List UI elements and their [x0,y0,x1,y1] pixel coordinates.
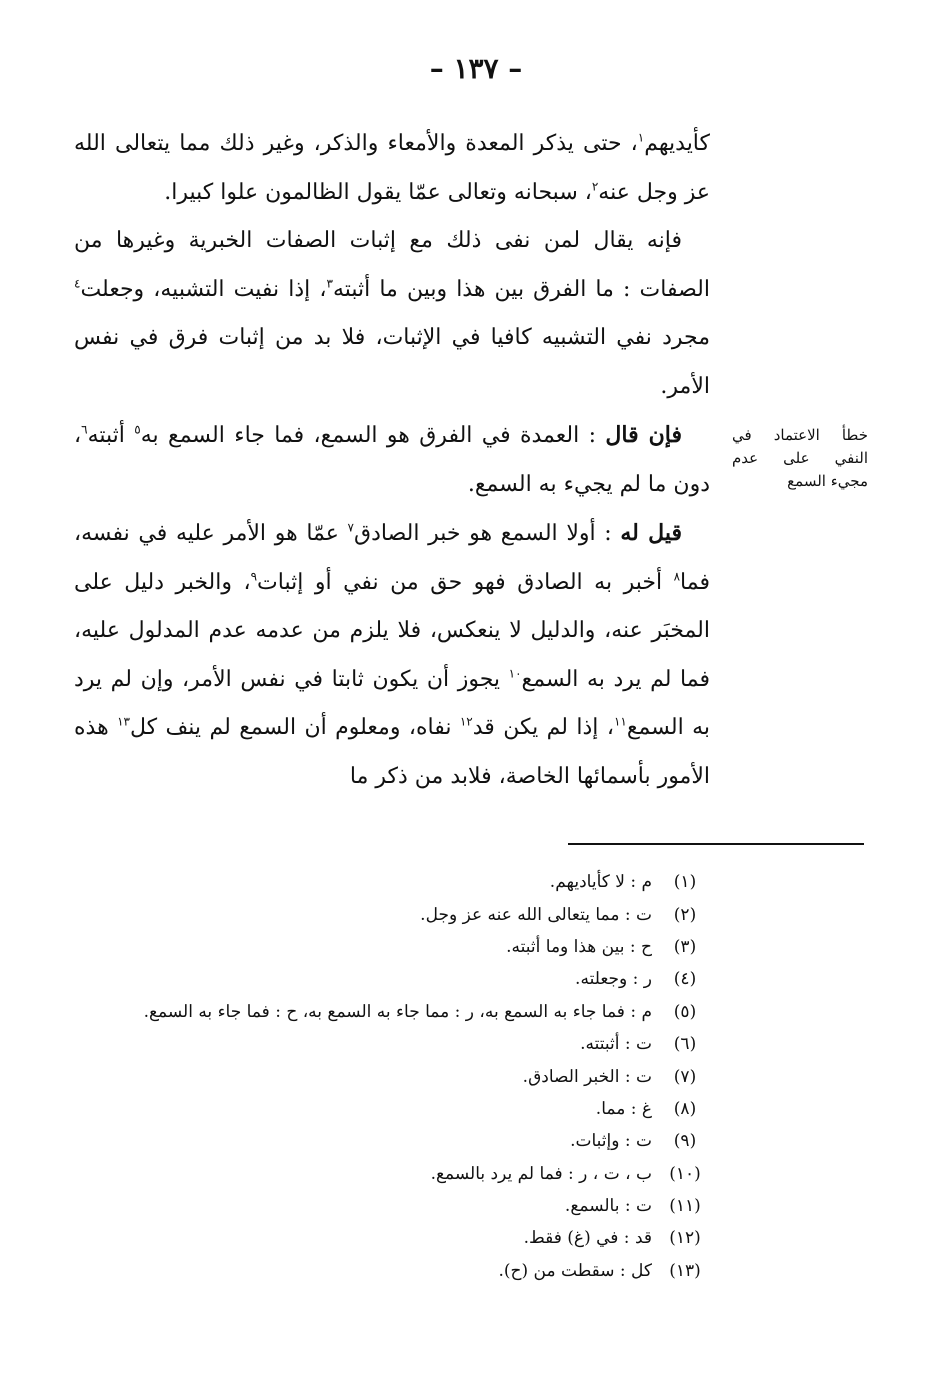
footnote-ref[interactable]: ٩ [250,569,258,584]
footnote-ref[interactable]: ٢ [591,179,599,194]
footnote-number: (٣) [673,936,697,957]
paragraph-text: هذه الأمور بأسمائها الخاصة، فلابد من ذكر ما [74,715,710,789]
paragraph-1 [74,120,710,217]
footnote-item [18,1158,708,1190]
footnote-number: (٧) [673,1066,697,1087]
footnote-text: قد : في (غ) فقط. [523,1228,652,1249]
footnotes [18,866,708,1287]
footnote-text: ت : وإثبات. [570,1131,652,1152]
footnote-text: ر : وجعلته. [575,969,652,990]
footnote-text: ت : الخبر الصادق. [522,1066,652,1087]
footnote-ref[interactable]: ١٠ [508,666,522,681]
footnote-number: (٤) [673,969,697,990]
footnote-item [18,1028,708,1060]
footnote-number: (١٠) [669,1163,701,1184]
paragraph-text: يجوز أن يكون ثابتا في نفس الأمر، وإن لم يرد به السمع [74,666,711,740]
footnote-ref[interactable]: ١٣ [117,714,130,729]
footnote-item [18,963,708,995]
footnote-item [18,1222,708,1254]
paragraph-text: فإنه يقال لمن نفى ذلك مع إثبات الصفات الخبرية وغيرها من الصفات : ما الفرق بين هذا وبين ما أثبته [74,228,710,302]
margin-note: خطأ الاعتماد في النفي على عدم مجيء السمع [732,426,868,490]
footnote-ref[interactable]: ٧ [347,520,354,535]
footnote-ref[interactable]: ١ [637,130,645,145]
footnote-number: (١٣) [669,1260,701,1281]
footnote-item [18,1255,708,1287]
paragraph-text: ، إذا لم يكن قد [472,715,614,740]
paragraph-text: : أولا السمع هو خبر الصادق [354,521,621,546]
footnote-number: (٩) [673,1131,697,1152]
footnote-ref[interactable]: ١٢ [459,714,473,729]
paragraph-text: نفاه، ومعلوم أن السمع لم ينف كل [129,715,460,740]
footnote-number: (٨) [673,1098,697,1119]
footnote-text: ت : مما يتعالى الله عنه عز وجل. [420,904,652,925]
footnote-text: ت : أثبتته. [580,1034,652,1055]
paragraph-text: كأيديهم [644,131,710,156]
footnote-number: (١٢) [669,1228,701,1249]
paragraph-text: ، سبحانه وتعالى عمّا يقول الظالمون علوا كبيرا. [164,179,592,205]
footnote-item [18,996,708,1028]
footnote-item [18,1190,708,1222]
paragraph-text: عمّا هو الأمر عليه في نفسه، فما [74,521,710,595]
paragraph-text: : العمدة في الفرق هو السمع، فما جاء السمع به [140,423,606,448]
footnote-ref[interactable]: ٥ [134,422,141,437]
main-text [74,120,710,801]
footnote-number: (١) [673,872,697,893]
page-number: – ١٣٧ – [429,52,523,85]
footnote-item [18,1093,708,1125]
footnote-number: (١١) [669,1196,701,1217]
lead-word: قيل له [620,520,682,546]
paragraph-text: أخبر به الصادق فهو حق من نفي أو إثبات [257,569,674,595]
footnote-item [18,931,708,963]
paragraph-text: أثبته [87,423,135,448]
footnote-item [18,1125,708,1157]
footnote-text: م : لا كأياديهم. [549,872,652,893]
footnote-ref[interactable]: ٤ [74,276,81,291]
footnote-number: (٥) [673,1001,697,1022]
footnote-item [18,1060,708,1092]
footnote-item [18,866,708,898]
footnote-text: م : فما جاء به السمع به، ر : مما جاء به السمع به، ح : فما جاء به السمع. [143,1001,652,1022]
footnote-ref[interactable]: ١١ [613,714,627,729]
footnote-number: (٦) [673,1034,697,1055]
paragraph-4 [74,509,710,801]
footnote-text: ت : بالسمع. [564,1196,652,1217]
footnote-text: ب ، ت ، ر : فما لم يرد بالسمع. [430,1163,652,1184]
footnote-ref[interactable]: ٣ [326,276,333,291]
footnote-divider [568,843,864,845]
footnote-ref[interactable]: ٦ [81,422,88,437]
paragraph-text: ، والخبر دليل على المخبَر عنه، والدليل لا ينعكس، فلا يلزم من عدمه عدم المدلول عليه، فما لم يرد به السمع [74,569,710,692]
footnote-text: ح : بين هذا وما أثبته. [506,936,652,957]
footnote-item [18,898,708,930]
footnote-text: كل : سقطت من (ح). [498,1260,652,1281]
footnote-ref[interactable]: ٨ [673,569,681,584]
paragraph-text: ، دون ما لم يجيء به السمع. [74,423,710,497]
paragraph-text: ، إذا نفيت التشبيه، وجعلت [80,276,327,302]
paragraph-3 [74,411,710,509]
paragraph-text: ، حتى يذكر المعدة والأمعاء والذكر، وغير ذلك مما يتعالى الله عز وجل عنه [74,131,710,205]
paragraph-2 [74,217,710,411]
paragraph-text: مجرد نفي التشبيه كافيا في الإثبات، فلا بد من إثبات فرق في نفس الأمر. [74,325,710,399]
lead-word: فإن قال [605,422,682,448]
footnote-text: غ : مما. [595,1098,652,1119]
footnote-number: (٢) [673,904,697,925]
